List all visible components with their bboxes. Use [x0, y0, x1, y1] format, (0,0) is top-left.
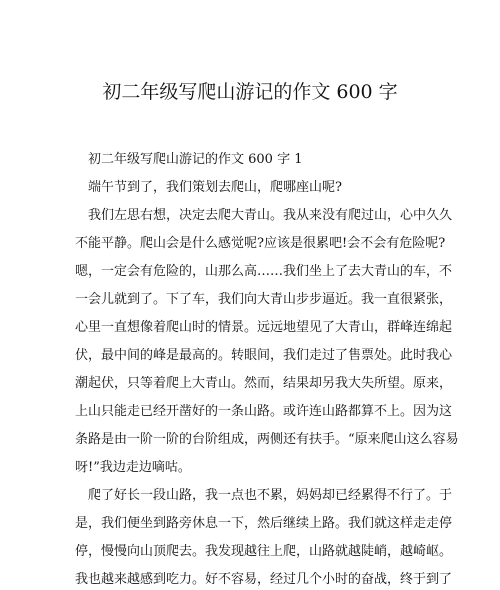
text-line: 伏，最中间的峰是最高的。转眼间，我们走过了售票处。此时我心 [75, 348, 453, 363]
text-line: 上山只能走已经开凿好的一条山路。或许连山路都算不上。因为这 [75, 404, 453, 419]
document-title: 初二年级写爬山游记的作文 600 字 [102, 81, 398, 103]
text-line: 潮起伏，只等着爬上大青山。然而，结果却另我大失所望。原来， [75, 376, 453, 391]
text-line: 一会儿就到了。下了车，我们向大青山步步逼近。我一直很紧张， [75, 292, 453, 307]
text-line: 爬了好长一段山路，我一点也不累，妈妈却已经累得不行了。于 [88, 488, 453, 503]
text-line: 是，我们便坐到路旁休息一下，然后继续上路。我们就这样走走停 [75, 516, 453, 531]
text-line: 嗯，一定会有危险的，山那么高……我们坐上了去大青山的车，不 [75, 264, 453, 279]
text-line: 心里一直想像着爬山时的情景。远远地望见了大青山，群峰连绵起 [75, 320, 453, 335]
text-line: 条路是由一阶一阶的台阶组成，两侧还有扶手。“原来爬山这么容易 [75, 432, 459, 447]
text-line: 停，慢慢向山顶爬去。我发现越往上爬，山路就越陡峭，越崎岖。 [75, 544, 453, 559]
text-line: 不能平静。爬山会是什么感觉呢?应该是很累吧!会不会有危险呢? [75, 236, 446, 251]
essay-subtitle: 初二年级写爬山游记的作文 600 字 1 [88, 152, 303, 167]
text-line: 呀!”我边走边嘀咕。 [75, 460, 191, 475]
text-line: 我们左思右想，决定去爬大青山。我从来没有爬过山，心中久久 [88, 208, 453, 223]
text-line: 端午节到了，我们策划去爬山，爬哪座山呢? [88, 180, 342, 195]
text-line: 我也越来越感到吃力。好不容易，经过几个小时的奋战，终于到了 [75, 572, 453, 587]
